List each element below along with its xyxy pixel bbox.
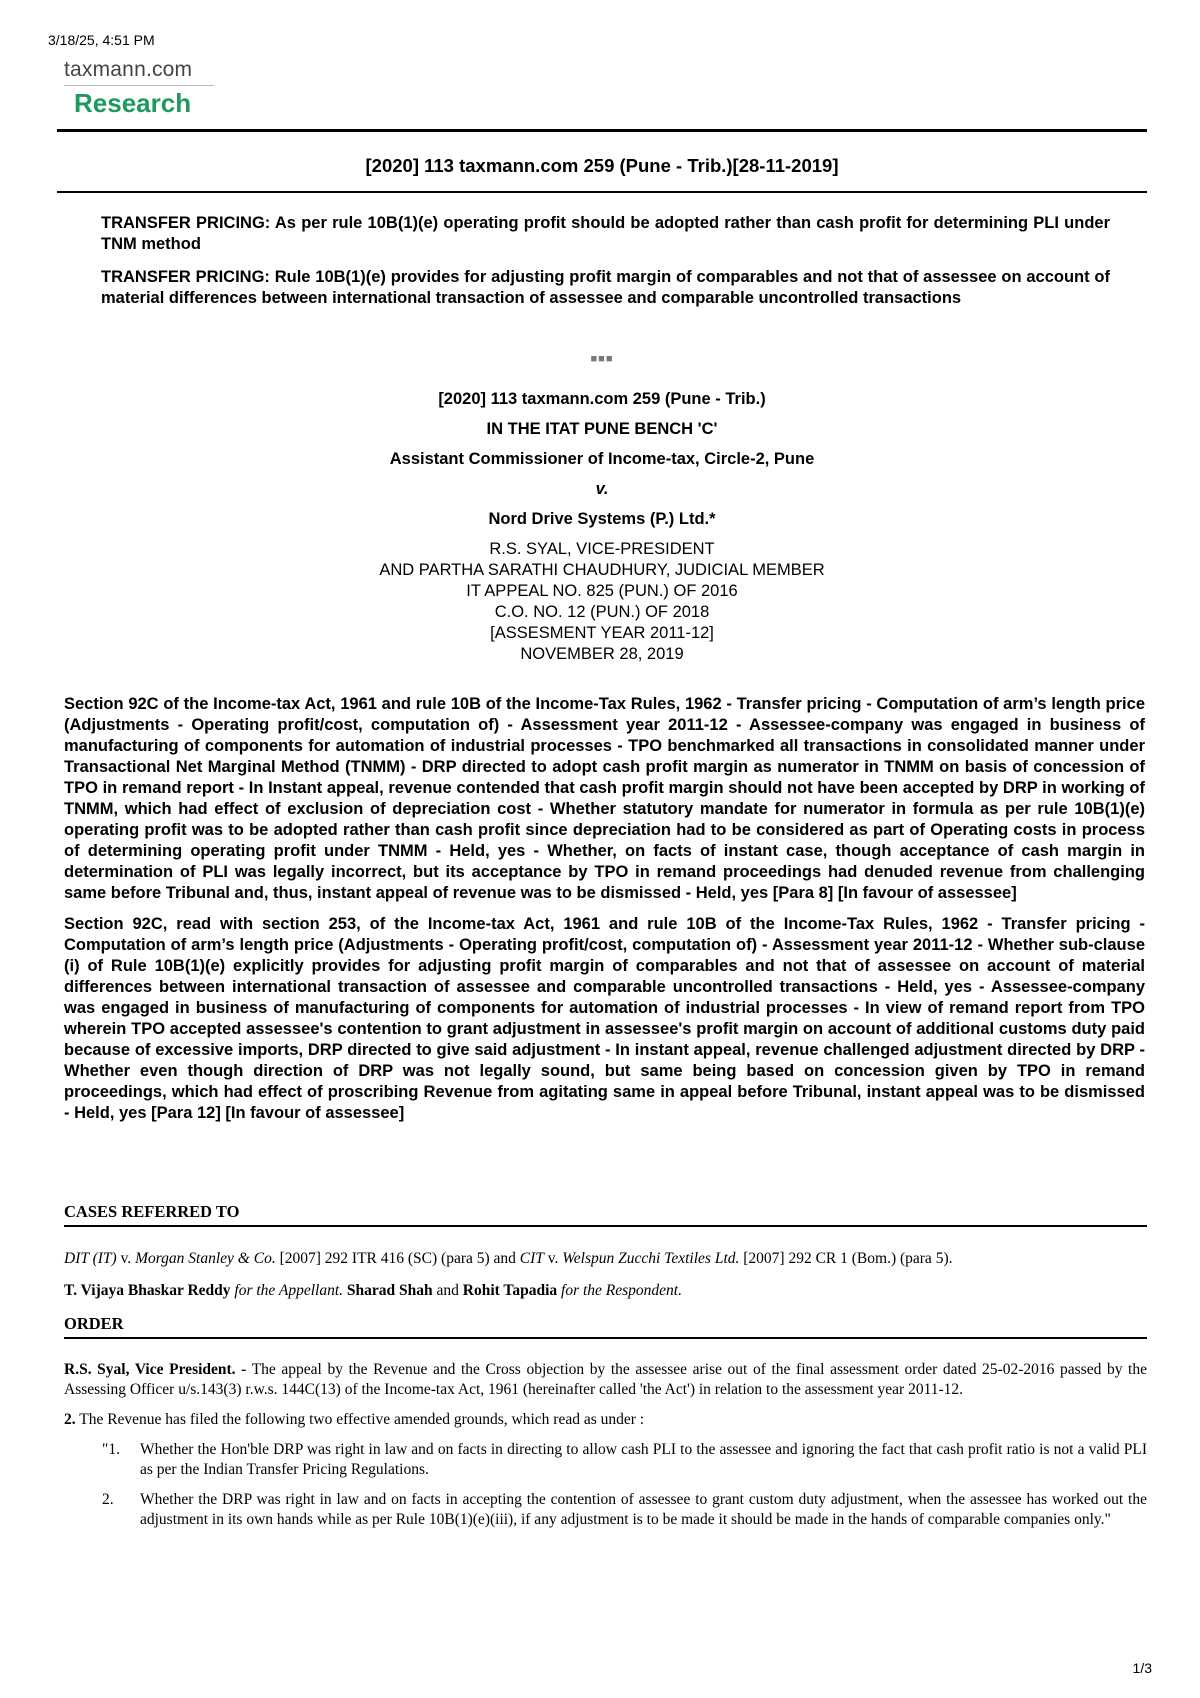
headnote: TRANSFER PRICING: As per rule 10B(1)(e) operating profit should be adopted rather than cash profit for determining PLI under TNM method <box>101 214 1110 253</box>
bench-line: [ASSESMENT YEAR 2011-12] <box>490 624 714 642</box>
bench-line: NOVEMBER 28, 2019 <box>520 645 684 663</box>
counsel-name: Rohit Tapadia <box>462 1282 558 1299</box>
header-rule <box>57 129 1147 132</box>
headnote: TRANSFER PRICING: Rule 10B(1)(e) provides for adjusting profit margin of comparables and not that of assessee on account of material differences between international transaction of assessee and comparable uncontrolled transactions <box>101 268 1110 307</box>
headnotes <box>101 213 1110 321</box>
print-date: 3/18/25, 4:51 PM <box>48 32 155 48</box>
ground-number: "1. <box>102 1441 120 1458</box>
cases-referred-heading: CASES REFERRED TO <box>64 1202 1147 1227</box>
logo-divider <box>64 85 214 86</box>
bench-line: AND PARTHA SARATHI CHAUDHURY, JUDICIAL MEMBER <box>379 561 825 579</box>
order-body <box>64 1360 1147 1540</box>
bench-line: IT APPEAL NO. 825 (PUN.) OF 2016 <box>466 582 738 600</box>
cases-referred-text <box>64 1250 1147 1268</box>
summary-paragraph: Section 92C, read with section 253, of the Income-tax Act, 1961 and rule 10B of the Income-Tax Rules, 1962 - Transfer pricing - Computation of arm’s length price (Adjustments - Operating profit/cost, computation of) - Assessment year 2011-12 - Whether sub-clause (i) of Rule 10B(1)(e) explicitly provides for adjusting profit margin of comparables and not that of assessee on account of material differences between international transaction of assessee and comparable uncontrolled transactions - Held, yes - Assessee-company was engaged in business of manufacturing of components for automation of industrial processes - In view of remand report from TPO wherein TPO accepted assessee's contention to grant adjustment in assessee's profit margin on account of additional customs duty paid because of excessive imports, DRP directed to give said adjustment - In instant appeal, revenue challenged adjustment directed by DRP - Whether even though direction of DRP was not legally sound, but same being based on concession given by TPO in remand proceedings, which had effect of proscribing Revenue from agitating same in appeal before Tribunal, instant appeal was to be dismissed - Held, yes [Para 12] [In favour of assessee] <box>64 915 1145 1122</box>
title-rule <box>57 191 1147 193</box>
case-citation: [2007] 292 CR 1 (Bom.) (para 5). <box>743 1250 953 1267</box>
grounds-list <box>64 1440 1147 1530</box>
counsel-name: T. Vijaya Bhaskar Reddy <box>64 1282 231 1299</box>
counsel-role: for the Appellant. <box>234 1282 344 1299</box>
case-party: Morgan Stanley & Co. <box>135 1250 276 1267</box>
ground-item <box>64 1440 1147 1480</box>
case-citation: [2020] 113 taxmann.com 259 (Pune - Trib.) <box>438 390 766 408</box>
order-heading: ORDER <box>64 1314 1147 1339</box>
order-paragraph-text: The Revenue has filed the following two effective amended grounds, which read as under : <box>79 1411 645 1428</box>
case-details <box>57 389 1147 665</box>
order-paragraph <box>64 1360 1147 1400</box>
bench-line: R.S. SYAL, VICE-PRESIDENT <box>489 540 715 558</box>
case-versus: v. <box>547 1250 559 1267</box>
appellant-party: Assistant Commissioner of Income-tax, Circle-2, Pune <box>389 450 815 468</box>
bench-line: C.O. NO. 12 (PUN.) OF 2018 <box>494 603 710 621</box>
order-speaker: R.S. Syal, Vice President. - <box>64 1361 247 1378</box>
ground-item <box>64 1490 1147 1530</box>
counsel-name: Sharad Shah <box>346 1282 433 1299</box>
logo-brand: taxmann.com <box>64 58 193 81</box>
respondent-party: Nord Drive Systems (P.) Ltd.* <box>488 510 716 528</box>
paragraph-number: 2. <box>64 1411 76 1428</box>
order-paragraph-text: The appeal by the Revenue and the Cross objection by the assessee arise out of the final assessment order dated 25-02-2016 passed by the Assessing Officer u/s.143(3) r.w.s. 144C(13) of the Income-tax Act, 1961 (hereinafter called 'the Act') in relation to the assessment year 2011-12. <box>64 1361 1147 1398</box>
logo-research: Research <box>74 88 192 118</box>
court-name: IN THE ITAT PUNE BENCH 'C' <box>486 420 718 438</box>
case-party: DIT (IT) <box>64 1250 117 1267</box>
case-party: CIT <box>519 1250 544 1267</box>
separator-mark: ■■■ <box>590 353 614 365</box>
counsel-and: and <box>436 1282 459 1299</box>
case-versus: v. <box>120 1250 132 1267</box>
counsel-role: for the Respondent. <box>561 1282 682 1299</box>
ground-text: Whether the Hon'ble DRP was right in law and on facts in directing to allow cash PLI to the assessee and ignoring the fact that cash profit ratio is not a valid PLI as per the Indian Transfer Pricing Regulations. <box>140 1441 1147 1478</box>
counsel-line <box>64 1282 1147 1300</box>
case-party: Welspun Zucchi Textiles Ltd. <box>562 1250 740 1267</box>
citation-title: [2020] 113 taxmann.com 259 (Pune - Trib.)[28-11-2019] <box>365 155 839 176</box>
case-citation: [2007] 292 ITR 416 (SC) (para 5) and <box>279 1250 516 1267</box>
summary-paragraph: Section 92C of the Income-tax Act, 1961 and rule 10B of the Income-Tax Rules, 1962 - Transfer pricing - Computation of arm’s length price (Adjustments - Operating profit/cost, computation of) - Assessment year 2011-12 - Assessee-company was engaged in business of manufacturing of components for automation of industrial processes - TPO benchmarked all transactions in consolidated manner under Transactional Net Marginal Method (TNMM) - DRP directed to adopt cash profit margin as numerator in TNMM on basis of concession of TPO in remand report - In Instant appeal, revenue contended that cash profit margin should not have been accepted by DRP in working of TNMM, which had effect of exclusion of depreciation cost - Whether statutory mandate for numerator in formula as per rule 10B(1)(e) operating profit was to be adopted rather than cash profit since depreciation had to be considered as part of Operating costs in process of determining operating profit under TNMM - Held, yes - Whether, on facts of instant case, though acceptance of cash margin in determination of PLI was legally incorrect, but its acceptance by TPO in remand proceedings had denuded revenue from challenging same before Tribunal and, thus, instant appeal of revenue was to be dismissed - Held, yes [Para 8] [In favour of assessee] <box>64 695 1145 902</box>
order-paragraph <box>64 1410 1147 1430</box>
ground-text: Whether the DRP was right in law and on facts in accepting the contention of assessee to grant custom duty adjustment, when the assessee has worked out the adjustment in its own hands while as per Rule 10B(1)(e)(iii), if any adjustment is to be made it should be made in the hands of comparable companies only." <box>140 1491 1147 1528</box>
taxmann-logo <box>64 58 224 118</box>
case-summaries <box>64 694 1145 1134</box>
ground-number: 2. <box>102 1491 114 1508</box>
versus-label: v. <box>595 480 609 498</box>
page-number: 1/3 <box>1132 1660 1152 1676</box>
